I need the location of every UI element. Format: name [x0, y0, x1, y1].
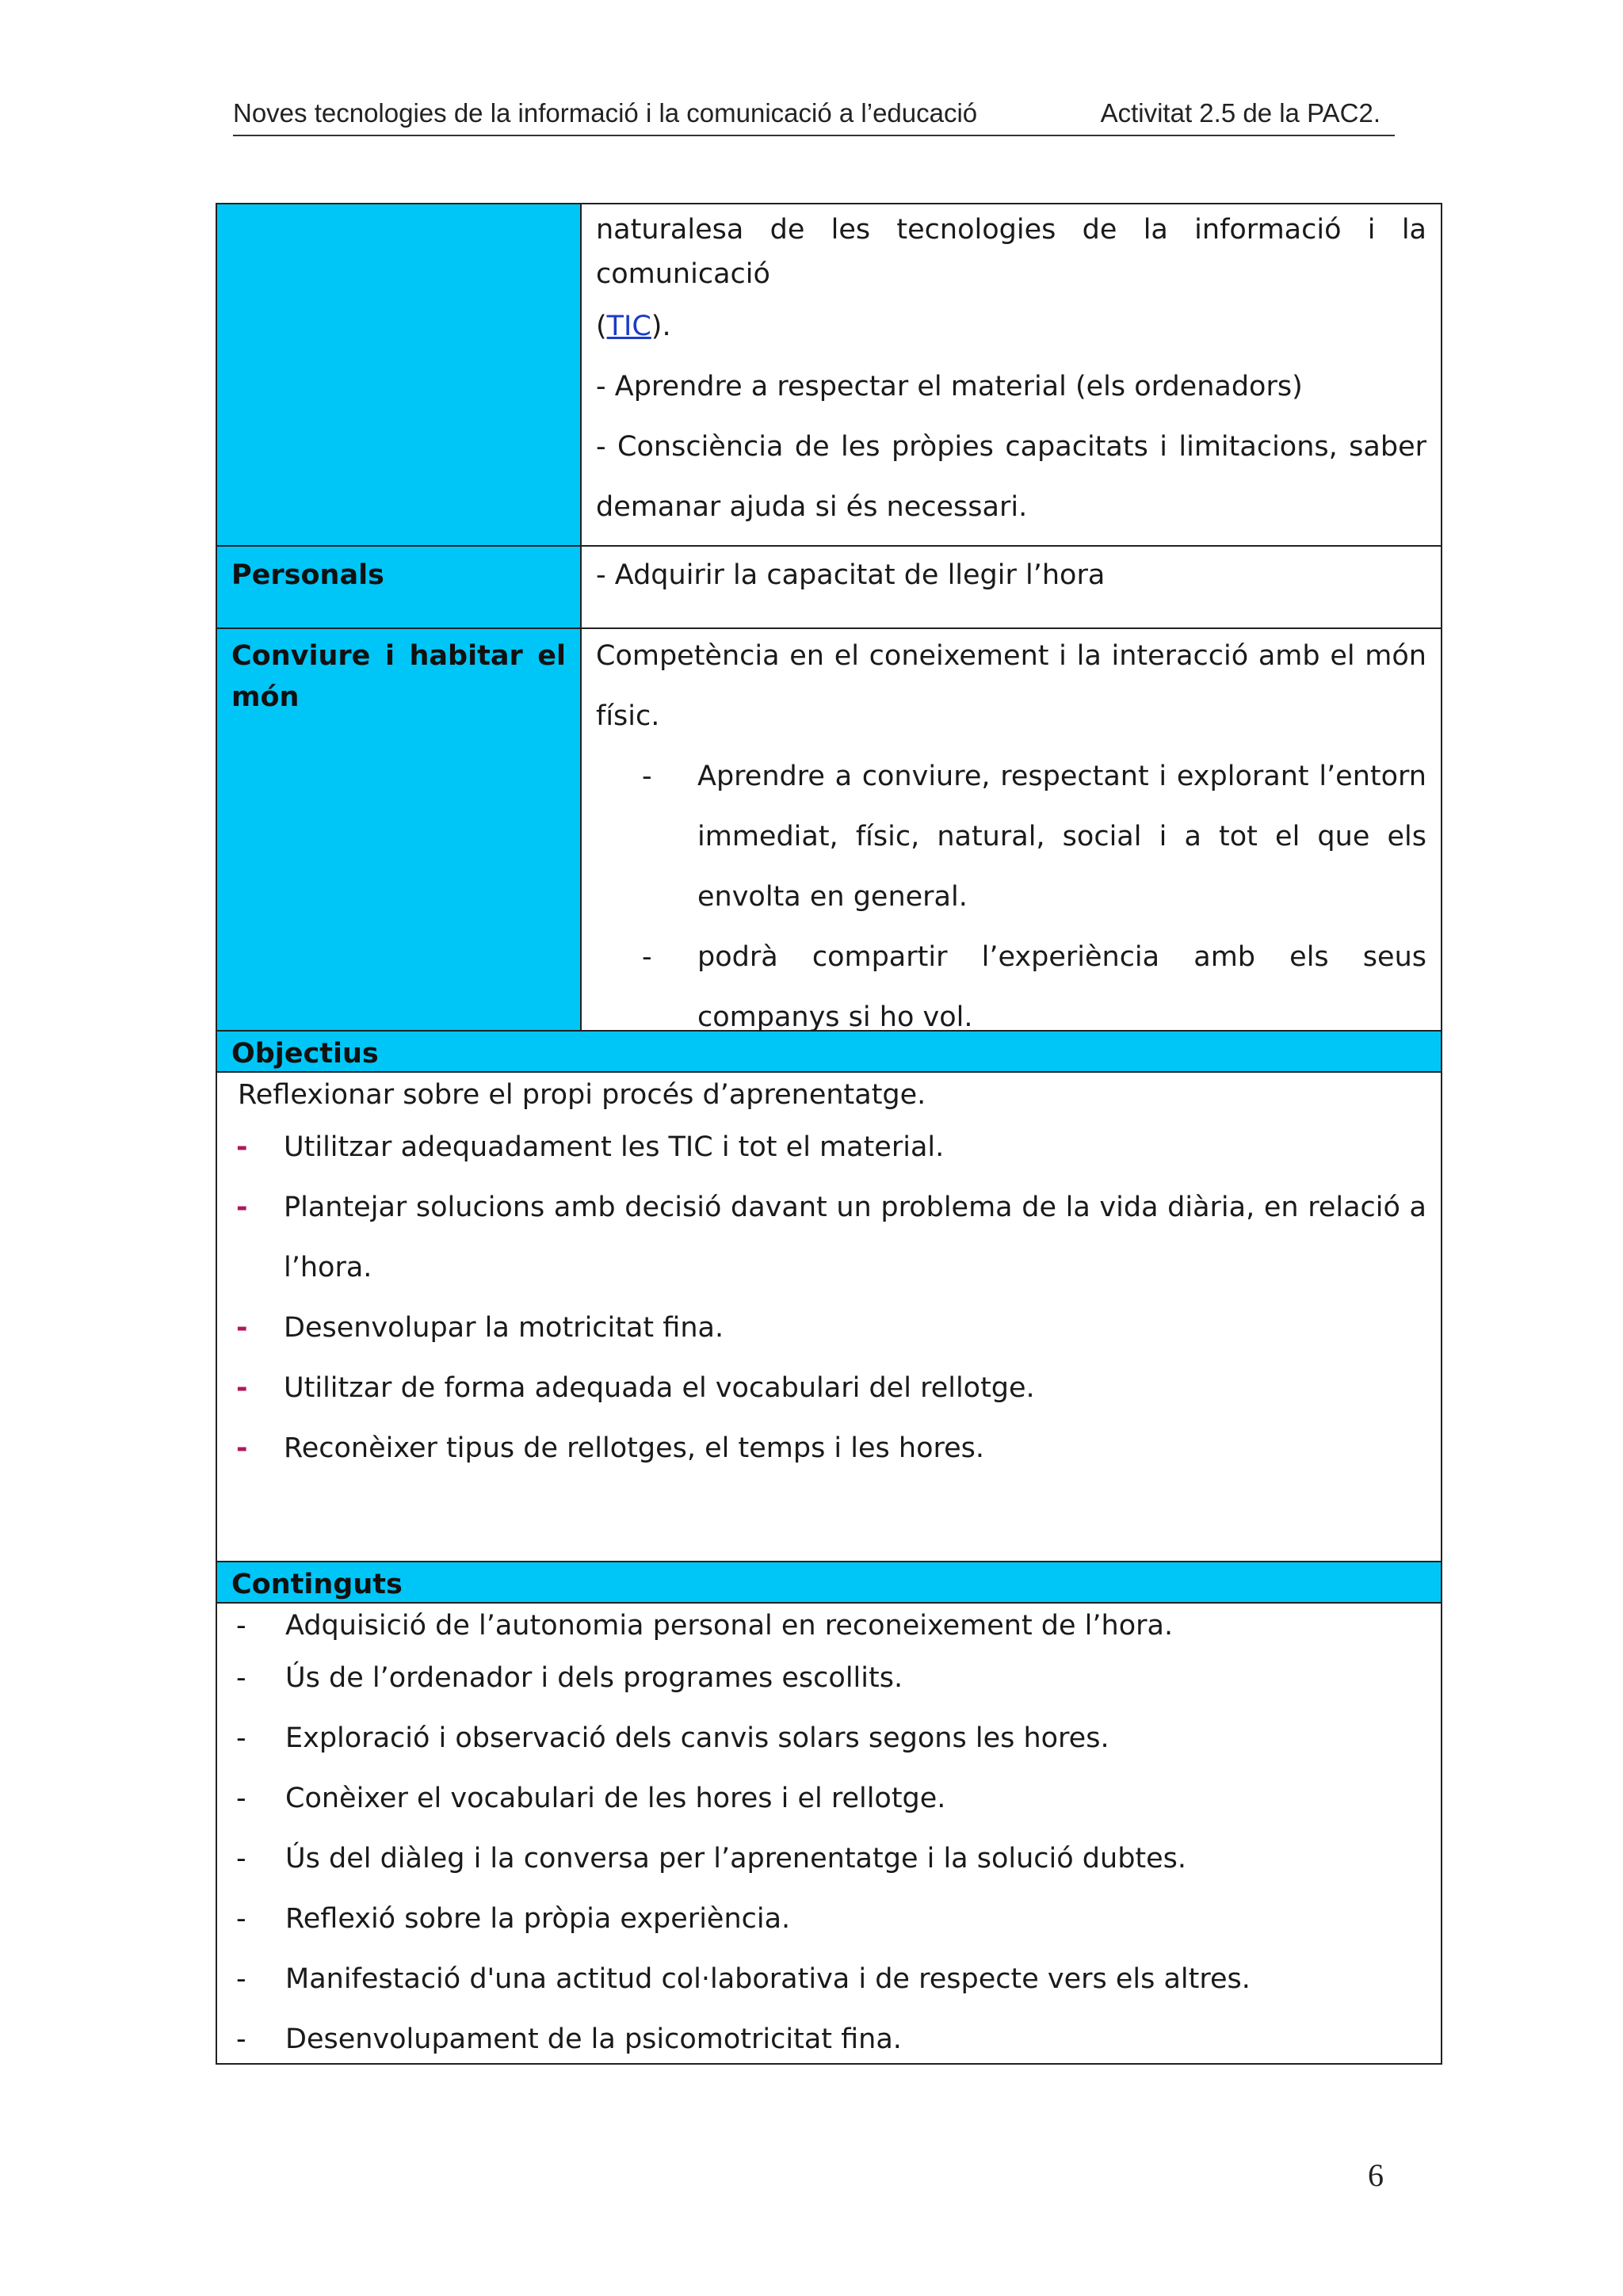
bullet-dash: - — [236, 1312, 248, 1344]
bullet-dash: - — [236, 1843, 246, 1875]
header-activity: Activitat 2.5 de la PAC2. — [1100, 98, 1381, 128]
paragraph: - Consciència de les pròpies capacitats i limitacions, saber demanar ajuda si és necessari. — [596, 431, 1426, 523]
page-number: 6 — [1368, 2157, 1384, 2193]
list-item-text: Plantejar solucions amb decisió davant un problema de la vida diària, en relació a l’hora. — [284, 1192, 1426, 1283]
list-item-text: Aprendre a conviure, respectant i explorant l’entorn immediat, físic, natural, social i a tot el que els envolta en general. — [697, 761, 1426, 913]
bullet-dash: - — [236, 1192, 248, 1223]
section-title-objectius: Objectius — [217, 1032, 1441, 1073]
list-item-text: Desenvolupament de la psicomotricitat fina. — [285, 2023, 902, 2055]
list-item — [596, 927, 1426, 1047]
paren: ( — [596, 311, 607, 342]
paragraph: - Adquirir la capacitat de llegir l’hora — [596, 559, 1106, 591]
continguts-section — [217, 1562, 1441, 2063]
row-label-conviure: Conviure i habitar el món — [217, 629, 582, 1030]
list-item-text: Desenvolupar la motricitat fina. — [284, 1312, 724, 1344]
bullet-dash: - — [642, 761, 652, 792]
row-label-personals: Personals — [217, 547, 582, 627]
competencies-table — [216, 203, 1442, 2065]
paragraph: Reflexionar sobre el propi procés d’aprenentatge. — [238, 1079, 926, 1111]
continguts-content — [217, 1604, 1441, 2069]
list-item-text: Conèixer el vocabulari de les hores i el rellotge. — [285, 1783, 946, 1814]
list-item — [231, 1829, 1426, 1889]
bullet-dash: - — [236, 1722, 246, 1754]
paragraph: Competència en el coneixement i la interacció amb el món físic. — [596, 640, 1426, 732]
list-item — [231, 1418, 1426, 1478]
list-item — [231, 1298, 1426, 1358]
bullet-dash: - — [236, 1610, 246, 1642]
list-item-text: Manifestació d'una actitud col·laborativa i de respecte vers els altres. — [285, 1963, 1251, 1995]
row-label — [217, 204, 582, 545]
objectius-content — [217, 1073, 1441, 1478]
bullet-dash: - — [236, 1783, 246, 1814]
list-item-text: Adquisició de l’autonomia personal en reconeixement de l’hora. — [285, 1610, 1174, 1642]
paragraph — [596, 296, 1426, 357]
row-content — [582, 547, 1441, 627]
list-item-text: Utilitzar adequadament les TIC i tot el material. — [284, 1131, 945, 1163]
list-item — [231, 1358, 1426, 1418]
list-item — [231, 1949, 1426, 2009]
list-item-text: Ús del diàleg i la conversa per l’aprenentatge i la solució dubtes. — [285, 1843, 1187, 1875]
list-item — [231, 2009, 1426, 2069]
list-item — [596, 746, 1426, 927]
list-item-text: Ús de l’ordenador i dels programes escollits. — [285, 1662, 903, 1694]
list-item-text: Exploració i observació dels canvis solars segons les hores. — [285, 1722, 1109, 1754]
table-row — [217, 629, 1441, 1032]
row-content — [582, 204, 1441, 545]
paragraph: - Aprendre a respectar el material (els ordenadors) — [596, 371, 1303, 402]
list-item — [231, 1768, 1426, 1829]
header-course-title: Noves tecnologies de la informació i la comunicació a l’educació — [233, 98, 978, 128]
list-item-text: Reflexió sobre la pròpia experiència. — [285, 1903, 791, 1935]
bullet-dash: - — [236, 1432, 248, 1464]
row-content — [582, 629, 1441, 1033]
list-item — [231, 1604, 1426, 1648]
bullet-dash: - — [236, 1662, 246, 1694]
list-item — [231, 1177, 1426, 1298]
list-item-text: podrà compartir l’experiència amb els seus companys si ho vol. — [697, 941, 1426, 1033]
bullet-dash: - — [236, 2023, 246, 2055]
list-item — [231, 1889, 1426, 1949]
objectius-section — [217, 1032, 1441, 1562]
bullet-dash: - — [236, 1903, 246, 1935]
list-item — [231, 1648, 1426, 1708]
paren: ). — [651, 311, 671, 342]
section-title-continguts: Continguts — [217, 1562, 1441, 1604]
bullet-dash: - — [236, 1372, 248, 1404]
page-header — [233, 93, 1395, 136]
paragraph: naturalesa de les tecnologies de la informació i la comunicació — [596, 214, 1426, 290]
bullet-dash: - — [236, 1963, 246, 1995]
list-item-text: Reconèixer tipus de rellotges, el temps i les hores. — [284, 1432, 985, 1464]
bullet-dash: - — [642, 941, 652, 973]
table-row — [217, 547, 1441, 629]
list-item-text: Utilitzar de forma adequada el vocabulari del rellotge. — [284, 1372, 1035, 1404]
bullet-dash: - — [236, 1131, 248, 1163]
tic-link[interactable]: TIC — [606, 311, 651, 342]
list-item — [231, 1117, 1426, 1177]
table-row — [217, 204, 1441, 547]
list-item — [231, 1708, 1426, 1768]
